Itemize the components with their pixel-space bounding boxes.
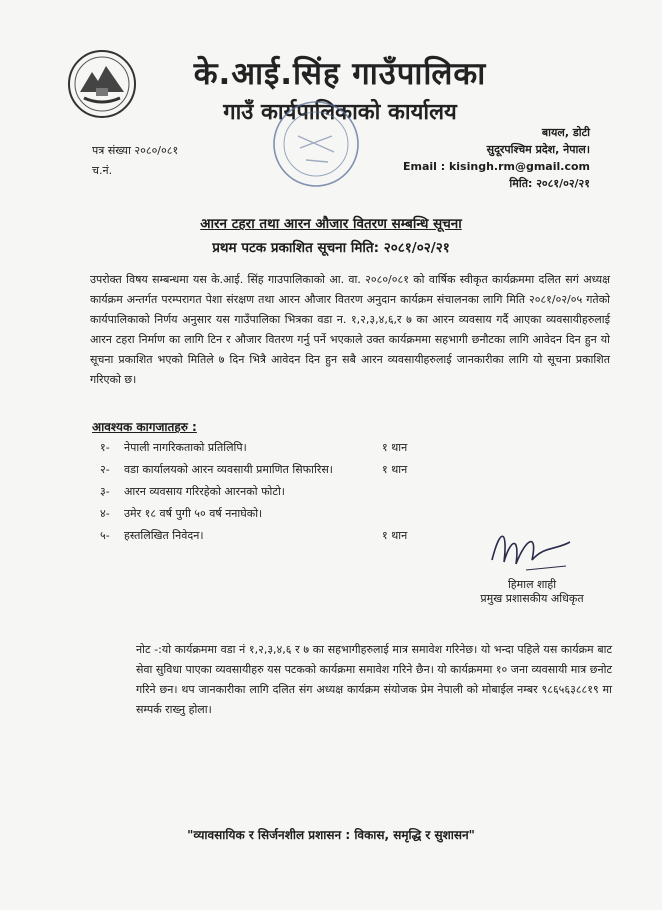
government-emblem-icon [66,48,138,120]
list-item: ४- उमेर १८ वर्ष पुगी ५० वर्ष ननाघेको। [100,507,263,520]
notice-note: नोट -:यो कार्यक्रममा वडा नं १,२,३,४,६ र ७ का सहभागीहरुलाई मात्र समावेश गरिनेछ। यो भन्दा पहिले यस कार्यक्रम बाट सेवा सुविधा पाएका व्यवसायीहरु यस पटकको कार्यक्रमा समावेश गरिने छैन। यो कार्यक्रममा १० जना व्यवसायी मात्र छनोट गरिने छन। थप जानकारीका लागि दलित संग अध्यक्ष कार्यक्रम संयोजक प्रेम नेपाली को मोबाईल नम्बर ९८६५६३८८१९ मा सम्पर्क राख्नु होला। [136,643,612,716]
list-item: १- नेपाली नागरिकताको प्रतिलिपि। १ थान [100,441,408,454]
notice-subject: आरन टहरा तथा आरन औजार वितरण सम्बन्धि सूचना [200,216,462,232]
documents-heading: आवश्यक कागजातहरु : [92,420,197,434]
signature-icon [486,520,576,578]
address-line-1: बायल, डोटी [541,126,590,139]
letter-number: पत्र संख्या २०८०/०८१ [92,144,179,157]
email: Email : kisingh.rm@gmail.com [402,160,590,173]
officer-name: हिमाल शाही [507,578,557,591]
notice-body: उपरोक्त विषय सम्बन्धमा यस के.आई. सिंह गाउपालिकाको आ. वा. २०८०/०८१ को वार्षिक स्वीकृत कार्यक्रममा दलित सगं अध्यक्ष कार्यक्रम अन्तर्गत परम्परागत पेशा संरक्षण तथा आरन औजार वितरण अनुदान कार्यक्रम संचालनका लागि मिति २०८१/०२/०५ गतेको कार्यपालिकाको निर्णय अनुसार यस गाउँपालिका भित्रका वडा न. १,२,३,४,६,र ७ का आरन व्यवसाय गर्दै आएका व्यवसायीहरुलाई आरन टहरा निर्माण का लागि टिन र औजार वितरण गर्नु पर्ने भएकाले उक्त कार्यक्रममा सहभागी छनौटका लागि आवेदन दिन हुन यो सूचना प्रकाशित भएको मितिले ७ दिन भित्रै आवेदन दिन हुन सबै आरन व्यवसायीहरुलाई जानकारीका लागि यो सूचना प्रकाशित गरिएको छ। [90,273,610,386]
officer-title: प्रमुख प्रशासकीय अधिकृत [480,592,584,605]
list-item: २- वडा कार्यालयको आरन व्यवसायी प्रमाणित सिफारिस। १ थान [100,463,408,476]
list-item: ३- आरन व्यवसाय गरिरहेको आरनको फोटो। [100,485,285,498]
list-item: ५- हस्तलिखित निवेदन। १ थान [100,529,408,542]
office-stamp-icon [268,96,364,192]
footer-slogan: "व्यावसायिक र सिर्जनशील प्रशासन : विकास, समृद्धि र सुशासन" [187,828,475,842]
dispatch-number: च.नं. [92,164,113,177]
address-line-2: सुदूरपश्चिम प्रदेश, नेपाल। [486,143,590,156]
publication-date: प्रथम पटक प्रकाशित सूचना मिति: २०८१/०२/२१ [212,240,450,256]
office-subtitle: गाउँ कार्यपालिकाको कार्यालय [223,100,457,125]
issue-date: मिति: २०८१/०२/२१ [509,177,590,190]
officer-block [462,578,602,606]
documents-list [100,440,540,550]
municipality-title: के.आई.सिंह गाउँपालिका [193,56,487,92]
